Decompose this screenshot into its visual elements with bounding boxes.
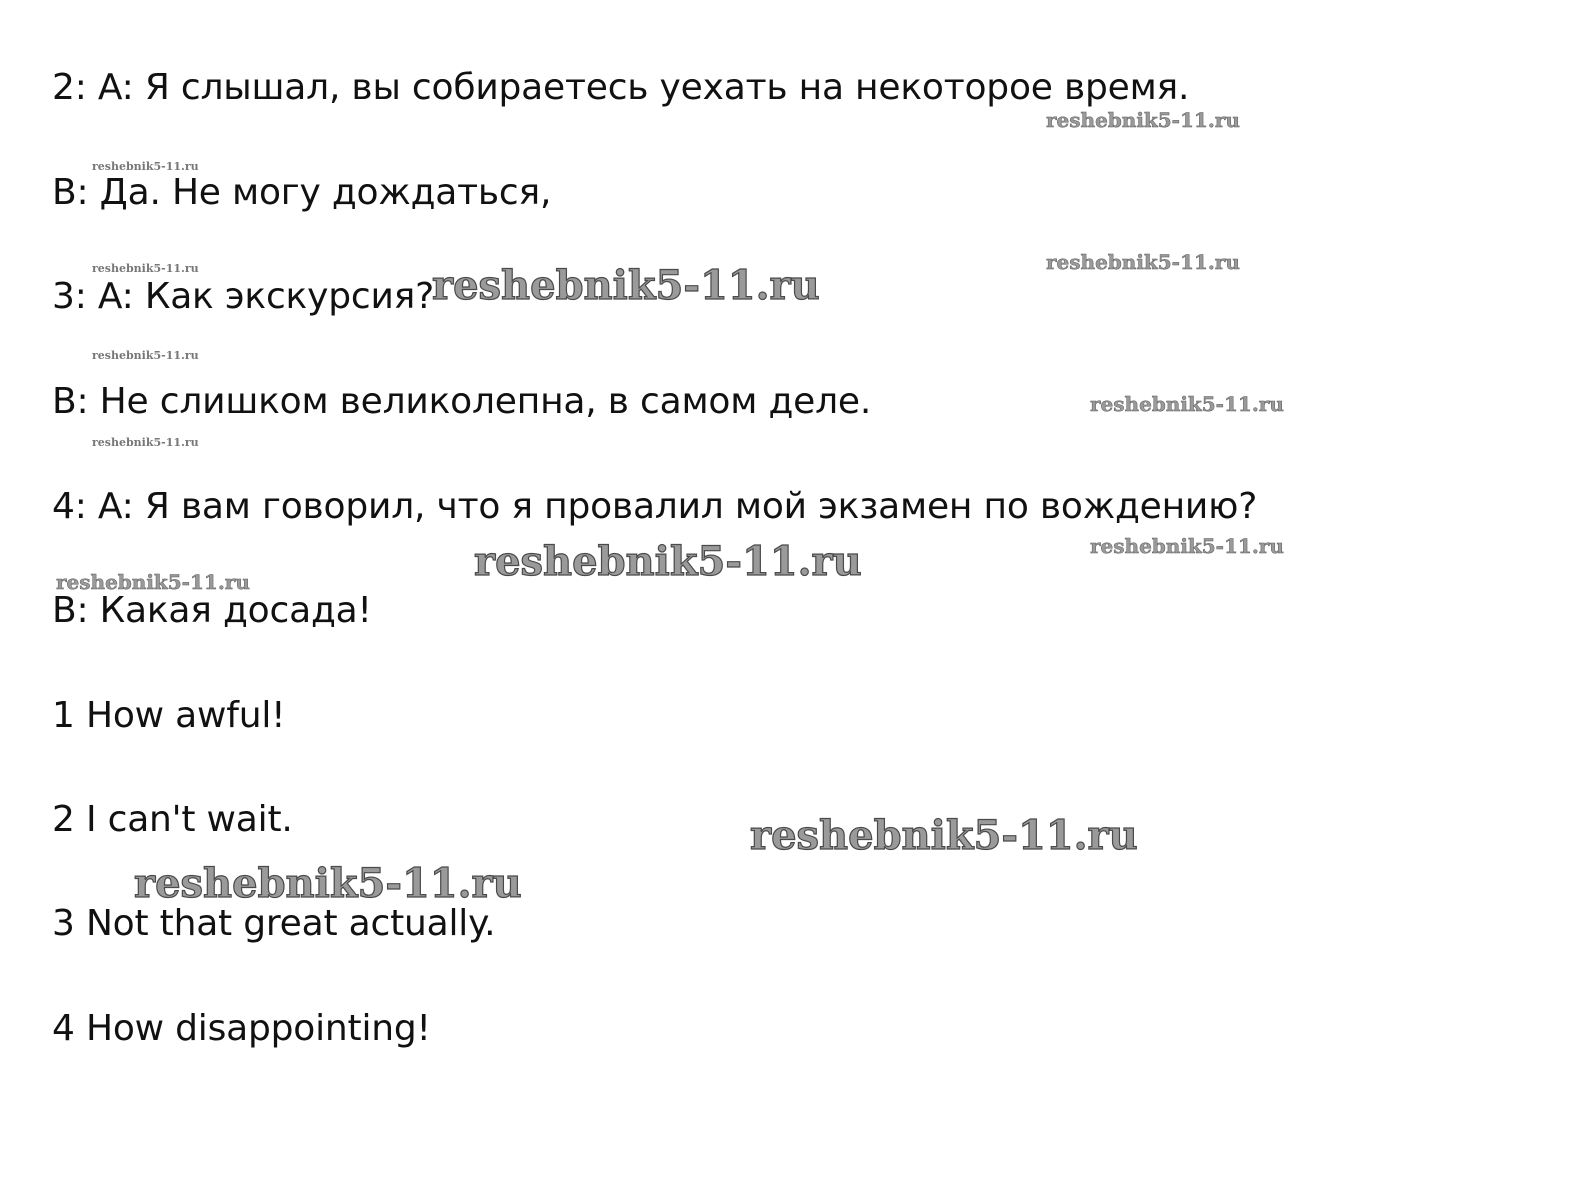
answer-line-1: 1 How awful! (52, 695, 286, 736)
dialogue-line-4: B: Не слишком великолепна, в самом деле. (52, 381, 872, 422)
dialogue-line-5: 4: A: Я вам говорил, что я провалил мой экзамен по вождению? (52, 486, 1258, 527)
answer-line-3: 3 Not that great actually. (52, 903, 496, 944)
watermark: reshebnik5-11.ru (92, 349, 199, 362)
watermark: reshebnik5-11.ru (92, 262, 199, 275)
dialogue-line-2: B: Да. Не могу дождаться, (52, 172, 552, 213)
watermark: reshebnik5-11.ru (474, 538, 862, 585)
watermark: reshebnik5-11.ru (92, 436, 199, 449)
watermark: reshebnik5-11.ru (92, 160, 199, 173)
watermark: reshebnik5-11.ru (134, 860, 522, 907)
dialogue-line-6: B: Какая досада! (52, 590, 372, 631)
watermark: reshebnik5-11.ru (1090, 392, 1284, 416)
watermark: reshebnik5-11.ru (1046, 108, 1240, 132)
answer-line-2: 2 I can't wait. (52, 799, 293, 840)
watermark: reshebnik5-11.ru (1090, 534, 1284, 558)
answer-line-4: 4 How disappointing! (52, 1008, 431, 1049)
dialogue-line-3: 3: A: Как экскурсия? (52, 276, 434, 317)
watermark: reshebnik5-11.ru (56, 570, 250, 594)
watermark: reshebnik5-11.ru (432, 262, 820, 309)
dialogue-line-1: 2: A: Я слышал, вы собираетесь уехать на некоторое время. (52, 67, 1190, 108)
watermark: reshebnik5-11.ru (750, 812, 1138, 859)
watermark: reshebnik5-11.ru (1046, 250, 1240, 274)
